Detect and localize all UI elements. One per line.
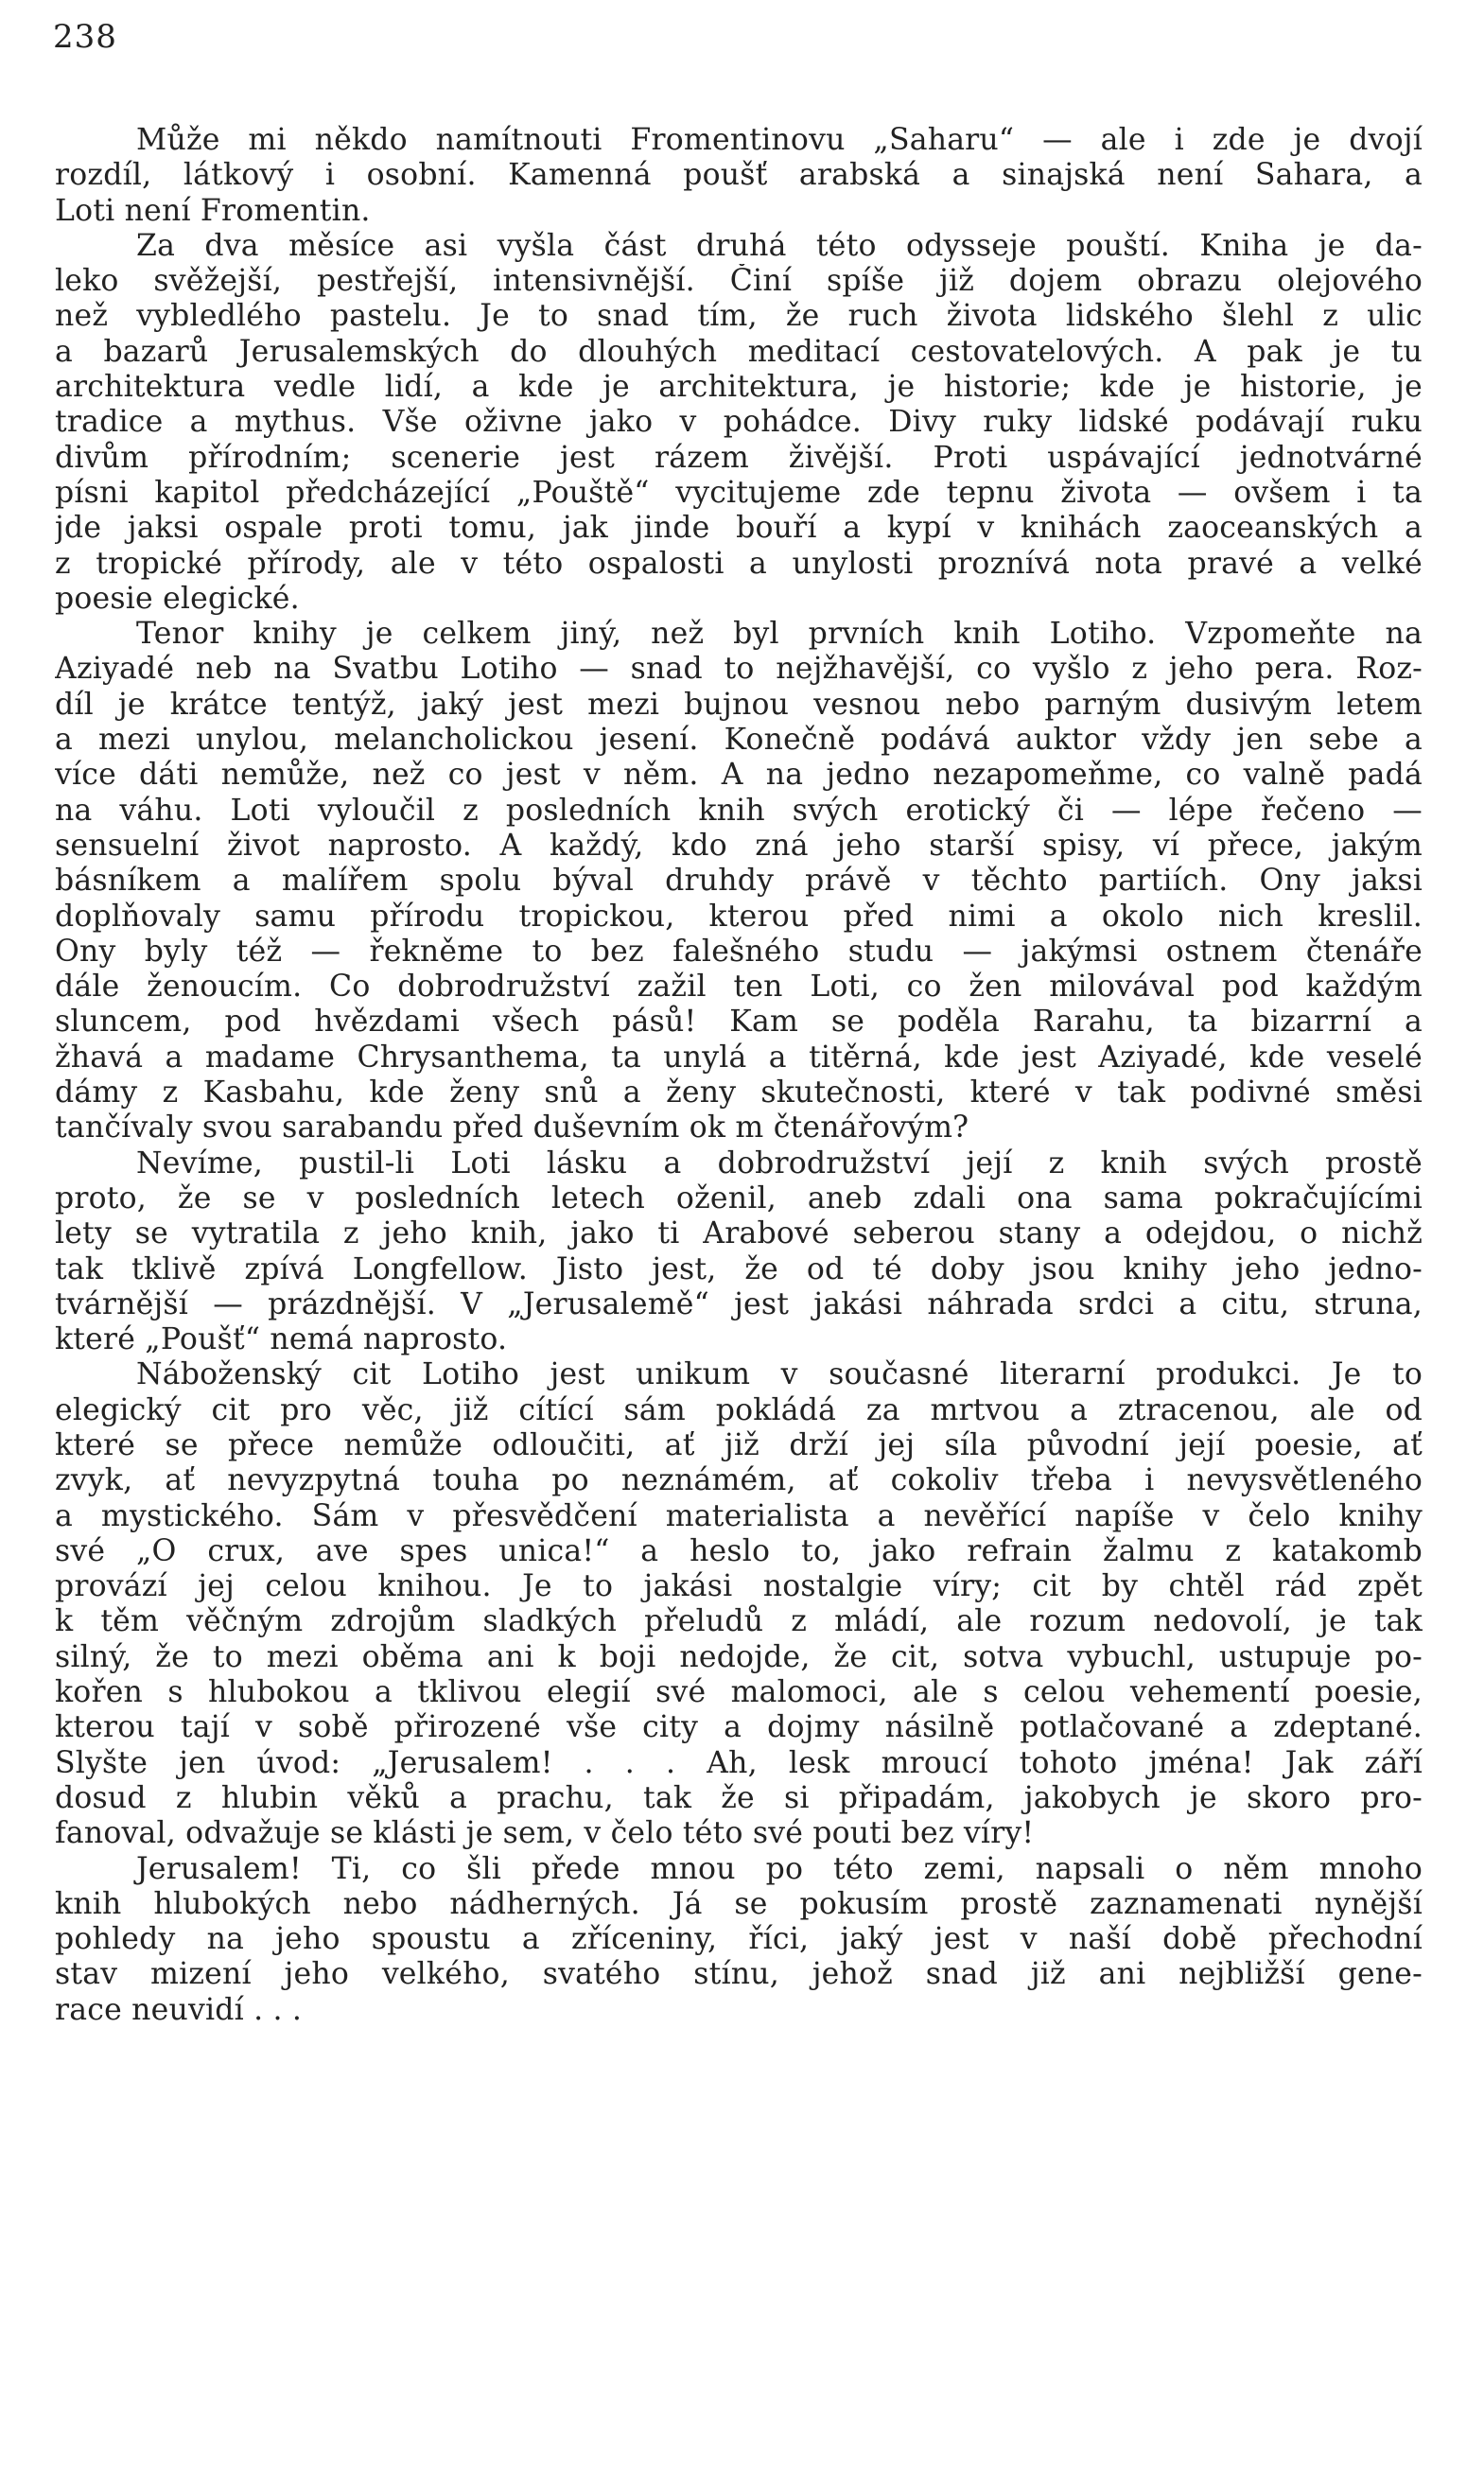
paragraph — [55, 1852, 1423, 2028]
text-line: leko svěžejší, pestřejší, intensivnější. Činí spíše již dojem obrazu olejového — [55, 264, 1423, 299]
text-line: elegický cit pro věc, již cítící sám pokládá za mrtvou a ztracenou, ale od — [55, 1392, 1423, 1427]
paragraph — [55, 1357, 1423, 1851]
page-number: 238 — [53, 18, 117, 56]
text-line: lety se vytratila z jeho knih, jako ti Arabové seberou stany a odejdou, o nichž — [55, 1216, 1423, 1251]
text-line: a mystického. Sám v přesvědčení materialista a nevěřící napíše v čelo knihy — [55, 1498, 1423, 1533]
text-line: rozdíl, látkový i osobní. Kamenná poušť arabská a sinajská není Sahara, a — [55, 158, 1423, 193]
text-line: Náboženský cit Lotiho jest unikum v současné literarní produkci. Je to — [136, 1357, 1423, 1392]
text-line: doplňovaly samu přírodu tropickou, kterou před nimi a okolo nich kreslil. — [55, 899, 1423, 934]
text-line: tradice a mythus. Vše oživne jako v pohádce. Divy ruky lidské podávají ruku — [55, 405, 1423, 440]
text-line: tvárnější — prázdnější. V „Jerusalemě“ jest jakási náhrada srdci a citu, struna, — [55, 1286, 1423, 1321]
text-line: kterou tají v sobě přirozené vše city a dojmy násilně potlačované a zdeptané. — [55, 1710, 1423, 1745]
text-line: Aziyadé neb na Svatbu Lotiho — snad to nejžhavější, co vyšlo z jeho pera. Roz- — [55, 652, 1423, 687]
text-line: dosud z hlubin věků a prachu, tak že si připadám, jakobych je skoro pro- — [55, 1780, 1423, 1815]
text-line: proto, že se v posledních letech oženil, aneb zdali ona sama pokračujícími — [55, 1180, 1423, 1215]
paragraph — [55, 617, 1423, 1145]
text-line: pohledy na jeho spoustu a zříceniny, říci, jaký jest v naší době přechodní — [55, 1922, 1423, 1957]
text-line: architektura vedle lidí, a kde je architektura, je historie; kde je historie, je — [55, 370, 1423, 405]
paragraph — [55, 123, 1423, 229]
text-line: stav mizení jeho velkého, svatého stínu, jehož snad již ani nejbližší gene- — [55, 1957, 1423, 1992]
text-line: divům přírodním; scenerie jest rázem živější. Proti uspávající jednotvárné — [55, 440, 1423, 475]
text-line: a bazarů Jerusalemských do dlouhých meditací cestovatelových. A pak je tu — [55, 334, 1423, 369]
text-line: více dáti nemůže, než co jest v něm. A na jedno nezapomeňme, co valně padá — [55, 758, 1423, 793]
text-line: a mezi unylou, melancholickou jesení. Konečně podává auktor vždy jen sebe a — [55, 723, 1423, 758]
paragraph — [55, 1146, 1423, 1358]
text-line: provází jej celou knihou. Je to jakási nostalgie víry; cit by chtěl rád zpět — [55, 1569, 1423, 1604]
text-line: Za dva měsíce asi vyšla část druhá této odysseje pouští. Kniha je da- — [136, 228, 1423, 263]
text-line: žhavá a madame Chrysanthema, ta unylá a titěrná, kde jest Aziyadé, kde veselé — [55, 1040, 1423, 1075]
text-line: zvyk, ať nevyzpytná touha po neznámém, ať cokoliv třeba i nevysvětleného — [55, 1463, 1423, 1498]
text-line: jde jaksi ospale proti tomu, jak jinde bouří a kypí v knihách zaoceanských a — [55, 511, 1423, 546]
text-line: dámy z Kasbahu, kde ženy snů a ženy skutečnosti, které v tak podivné směsi — [55, 1075, 1423, 1110]
text-line: poesie elegické. — [55, 581, 300, 616]
text-line: Slyšte jen úvod: „Jerusalem! . . . Ah, lesk mroucí tohoto jména! Jak září — [55, 1745, 1423, 1780]
text-line: sensuelní život naprosto. A každý, kdo zná jeho starší spisy, ví přece, jakým — [55, 828, 1423, 863]
text-line: díl je krátce tentýž, jaký jest mezi bujnou vesnou nebo parným dusivým letem — [55, 687, 1423, 722]
text-line: Tenor knihy je celkem jiný, než byl prvních knih Lotiho. Vzpomeňte na — [136, 617, 1423, 652]
text-line: knih hlubokých nebo nádherných. Já se pokusím prostě zaznamenati nynější — [55, 1886, 1423, 1921]
text-line: dále ženoucím. Co dobrodružství zažil ten Loti, co žen milovával pod každým — [55, 970, 1423, 1005]
paragraph — [55, 229, 1423, 617]
text-line: své „O crux, ave spes unica!“ a heslo to, jako refrain žalmu z katakomb — [55, 1533, 1423, 1568]
page-body — [55, 123, 1423, 2028]
text-line: kořen s hlubokou a tklivou elegií své malomoci, ale s celou vehementí poesie, — [55, 1675, 1423, 1710]
text-line: Loti není Fromentin. — [55, 193, 371, 228]
text-line: tančívaly svou sarabandu před duševním ok m čtenářovým? — [55, 1110, 969, 1145]
text-line: Ony byly též — řekněme to bez falešného studu — jakýmsi ostnem čtenáře — [55, 934, 1423, 969]
text-line: race neuvidí . . . — [55, 1992, 303, 2027]
text-line: Nevíme, pustil-li Loti lásku a dobrodružství její z knih svých prostě — [136, 1145, 1423, 1180]
text-line: z tropické přírody, ale v této ospalosti a unylosti proznívá nota pravé a velké — [55, 546, 1423, 581]
text-line: Může mi někdo namítnouti Fromentinovu „Saharu“ — ale i zde je dvojí — [136, 123, 1423, 157]
text-line: sluncem, pod hvězdami všech pásů! Kam se poděla Rarahu, ta bizarrní a — [55, 1005, 1423, 1040]
text-line: které se přece nemůže odloučiti, ať již drží jej síla původní její poesie, ať — [55, 1427, 1423, 1462]
text-line: Jerusalem! Ti, co šli přede mnou po této zemi, napsali o něm mnoho — [136, 1851, 1423, 1886]
text-line: které „Poušť“ nemá naprosto. — [55, 1322, 508, 1357]
text-line: tak tklivě zpívá Longfellow. Jisto jest, že od té doby jsou knihy jeho jedno- — [55, 1251, 1423, 1286]
text-line: na váhu. Loti vyloučil z posledních knih svých erotický či — lépe řečeno — — [55, 793, 1423, 828]
text-line: silný, že to mezi oběma ani k boji nedojde, že cit, sotva vybuchl, ustupuje po- — [55, 1639, 1423, 1674]
text-line: písni kapitol předcházející „Pouště“ vycitujeme zde tepnu života — ovšem i ta — [55, 475, 1423, 510]
text-line: k těm věčným zdrojům sladkých přeludů z mládí, ale rozum nedovolí, je tak — [55, 1604, 1423, 1639]
text-line: fanoval, odvažuje se klásti je sem, v čelo této své pouti bez víry! — [55, 1816, 1035, 1851]
text-line: než vybledlého pastelu. Je to snad tím, že ruch života lidského šlehl z ulic — [55, 299, 1423, 334]
text-line: básníkem a malířem spolu býval druhdy právě v těchto partiích. Ony jaksi — [55, 864, 1423, 899]
